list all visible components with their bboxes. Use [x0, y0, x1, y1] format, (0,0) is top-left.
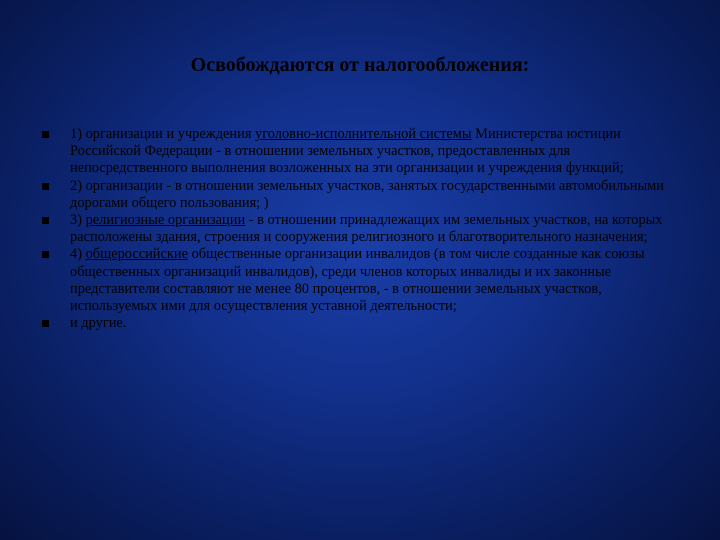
bullet-icon	[42, 251, 49, 258]
bullet-icon	[42, 131, 49, 138]
item-number: 3)	[70, 212, 86, 229]
exemption-list	[40, 126, 690, 332]
bullet-icon	[42, 183, 49, 190]
list-item	[40, 315, 690, 332]
item-text: Министерства юстиции Российской Федерации - в отношении земельных участков, предоставленных для непосредственного выполнения возложенных на эти организации и учреждения функций;	[70, 126, 624, 177]
all-russian-link[interactable]: общероссийские	[85, 246, 188, 263]
slide-title: Освобождаются от налогообложения:	[190, 54, 530, 76]
list-item	[40, 126, 690, 178]
list-item	[40, 212, 690, 246]
bullet-icon	[42, 320, 49, 327]
item-text: организации - в отношении земельных участков, занятых государственными автомобильными дорогами общего пользования; )	[70, 177, 664, 211]
item-number: 1)	[70, 126, 86, 142]
list-item	[40, 246, 690, 315]
item-text: и другие.	[70, 315, 127, 332]
item-text: - в отношении принадлежащих им земельных участков, на которых расположены здания, строения и сооружения религиозного и благотворительного назначения;	[70, 212, 663, 246]
item-number: 4)	[70, 246, 86, 263]
item-number: 2)	[70, 177, 86, 194]
bullet-icon	[42, 217, 49, 224]
item-text: организации и учреждения	[85, 126, 256, 142]
religious-organizations-link[interactable]: религиозные организации	[85, 212, 246, 229]
list-item	[40, 178, 690, 212]
item-text: общественные организации инвалидов (в том числе созданные как союзы общественных организаций инвалидов), среди членов которых инвалиды и их законные представители составляют не менее 80 процентов, - в отношении земельных участков, используемых ими для осуществления уставной деятельности;	[70, 246, 645, 315]
penal-system-link[interactable]: уголовно-исполнительной системы	[255, 126, 472, 142]
